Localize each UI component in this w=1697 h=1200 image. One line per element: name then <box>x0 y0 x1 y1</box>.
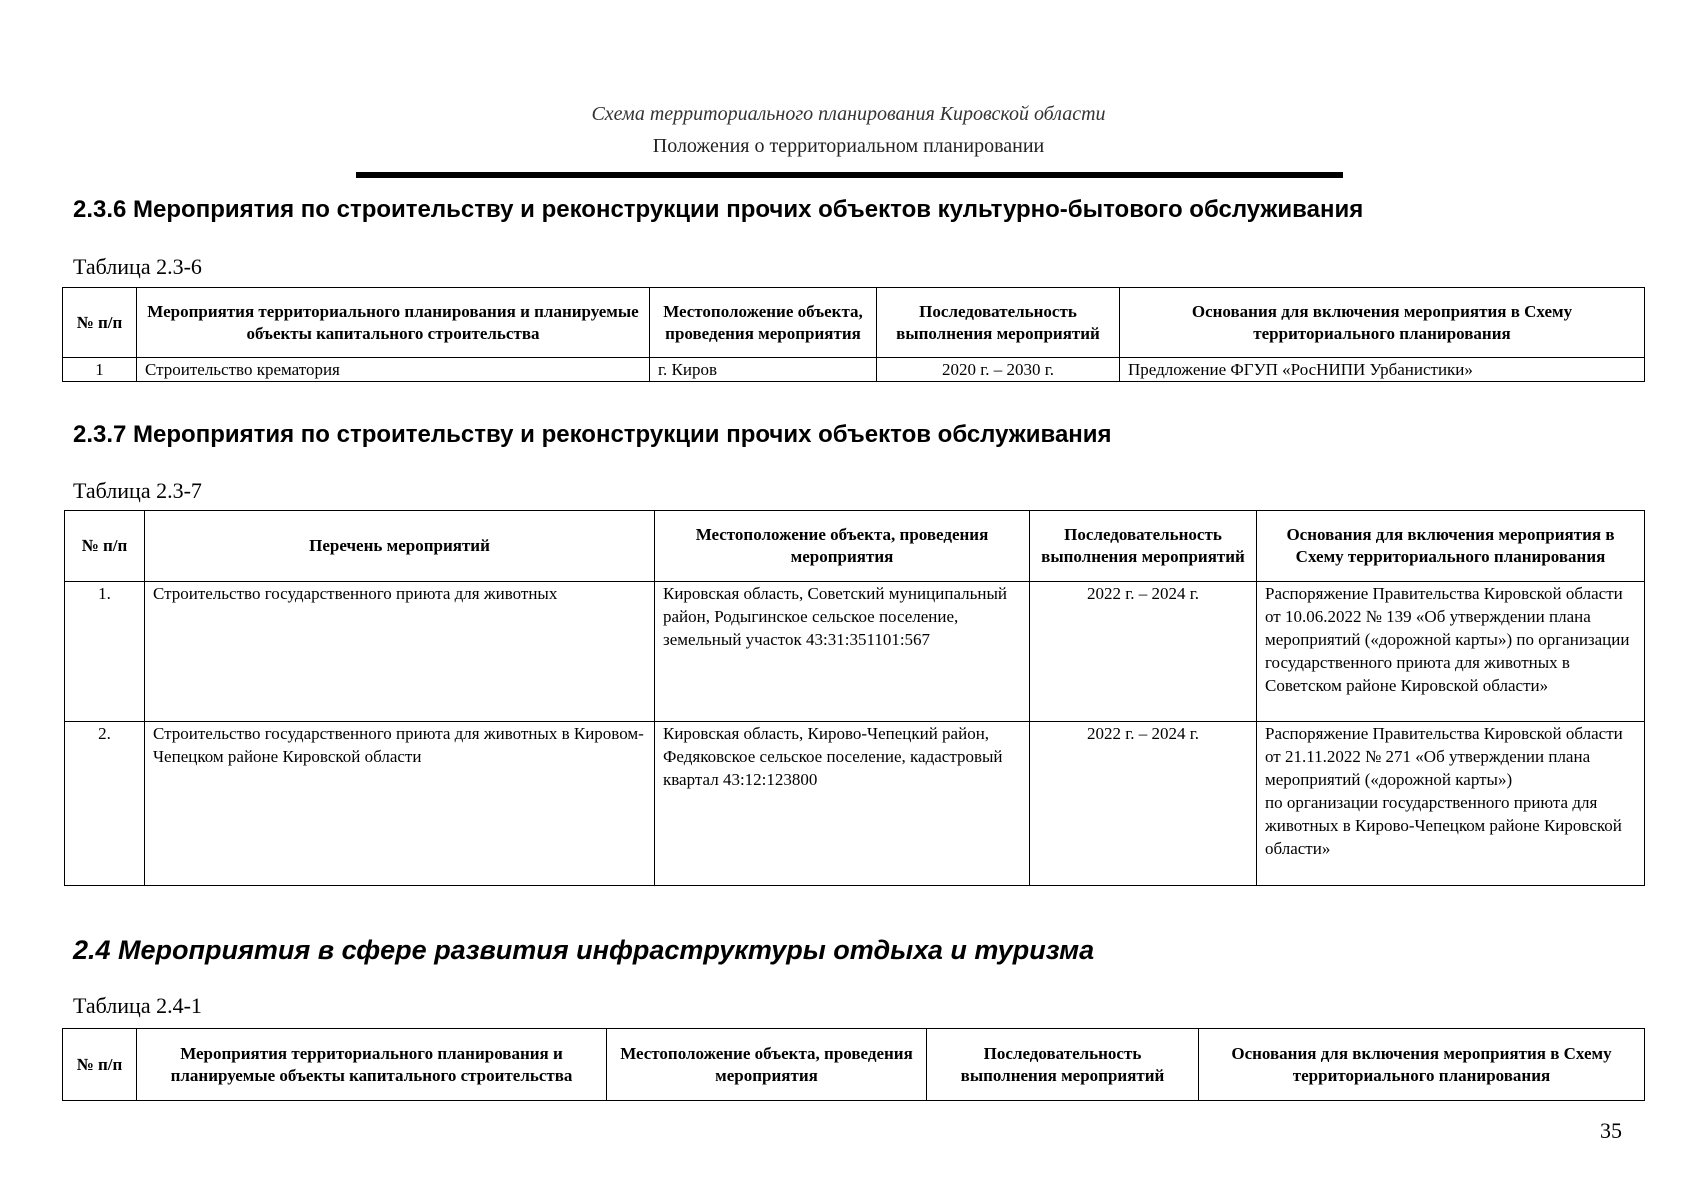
table-header-row <box>63 288 1645 358</box>
column-header-measures-list: Перечень мероприятий <box>145 511 655 582</box>
column-header-number: № п/п <box>63 288 137 358</box>
column-header-number: № п/п <box>63 1029 137 1101</box>
page-number: 35 <box>1600 1118 1622 1143</box>
cell-measure: Строительство государственного приюта для животных в Кировом-Чепецком районе Кировской области <box>145 722 655 886</box>
column-header-period: Последовательность выполнения мероприятий <box>1030 511 1257 582</box>
table-row <box>65 722 1645 886</box>
column-header-period: Последовательность выполнения мероприятий <box>927 1029 1199 1101</box>
document-running-subtitle: Положения о территориальном планировании <box>652 135 1045 157</box>
cell-location: Кировская область, Кирово-Чепецкий район, Федяковское сельское поселение, кадастровый квартал 43:12:123800 <box>655 722 1030 886</box>
cell-location: Кировская область, Советский муниципальный район, Родыгинское сельское поселение, земельный участок 43:31:351101:567 <box>655 582 1030 722</box>
column-header-location: Местоположение объекта, проведения мероприятия <box>655 511 1030 582</box>
header-divider <box>356 172 1343 178</box>
table-caption-2-4-1: Таблица 2.4-1 <box>73 993 202 1018</box>
document-running-title: Схема территориального планирования Кировской области <box>591 103 1106 125</box>
column-header-basis: Основания для включения мероприятия в Схему территориального планирования <box>1120 288 1645 358</box>
column-header-location: Местоположение объекта, проведения мероприятия <box>607 1029 927 1101</box>
cell-measure: Строительство крематория <box>137 358 650 382</box>
cell-location: г. Киров <box>650 358 877 382</box>
cell-number: 1. <box>65 582 145 722</box>
column-header-measure: Мероприятия территориального планирования и планируемые объекты капитального строительства <box>137 288 650 358</box>
column-header-location: Местоположение объекта, проведения мероприятия <box>650 288 877 358</box>
table-header-row <box>65 511 1645 582</box>
table-2-3-6 <box>62 287 1645 382</box>
section-title-2-3-6: 2.3.6 Мероприятия по строительству и реконструкции прочих объектов культурно-бытового обслуживания <box>73 196 1364 223</box>
cell-number: 1 <box>63 358 137 382</box>
table-caption-2-3-6: Таблица 2.3-6 <box>73 254 202 279</box>
cell-basis: Предложение ФГУП «РосНИПИ Урбанистики» <box>1120 358 1645 382</box>
section-title-2-4: 2.4 Мероприятия в сфере развития инфраструктуры отдыха и туризма <box>73 935 1095 965</box>
cell-basis: Распоряжение Правительства Кировской области от 21.11.2022 № 271 «Об утверждении плана мероприятий («дорожной карты») по организации государственного приюта для животных в Кирово-Чепецком районе Кировской области» <box>1257 722 1645 886</box>
column-header-basis: Основания для включения мероприятия в Схему территориального планирования <box>1257 511 1645 582</box>
cell-measure: Строительство государственного приюта для животных <box>145 582 655 722</box>
column-header-number: № п/п <box>65 511 145 582</box>
cell-number: 2. <box>65 722 145 886</box>
table-row <box>65 582 1645 722</box>
column-header-basis: Основания для включения мероприятия в Схему территориального планирования <box>1199 1029 1645 1101</box>
table-header-row <box>63 1029 1645 1101</box>
table-caption-2-3-7: Таблица 2.3-7 <box>73 478 202 503</box>
table-2-3-7 <box>64 510 1645 886</box>
cell-basis: Распоряжение Правительства Кировской области от 10.06.2022 № 139 «Об утверждении плана мероприятий («дорожной карты») по организации государственного приюта для животных в Советском районе Кировской области» <box>1257 582 1645 722</box>
section-title-2-3-7: 2.3.7 Мероприятия по строительству и реконструкции прочих объектов обслуживания <box>73 421 1112 448</box>
cell-period: 2020 г. – 2030 г. <box>877 358 1120 382</box>
column-header-period: Последовательность выполнения мероприятий <box>877 288 1120 358</box>
table-2-4-1 <box>62 1028 1645 1101</box>
cell-period: 2022 г. – 2024 г. <box>1030 722 1257 886</box>
table-row <box>63 358 1645 382</box>
column-header-measure: Мероприятия территориального планирования и планируемые объекты капитального строительства <box>137 1029 607 1101</box>
cell-period: 2022 г. – 2024 г. <box>1030 582 1257 722</box>
